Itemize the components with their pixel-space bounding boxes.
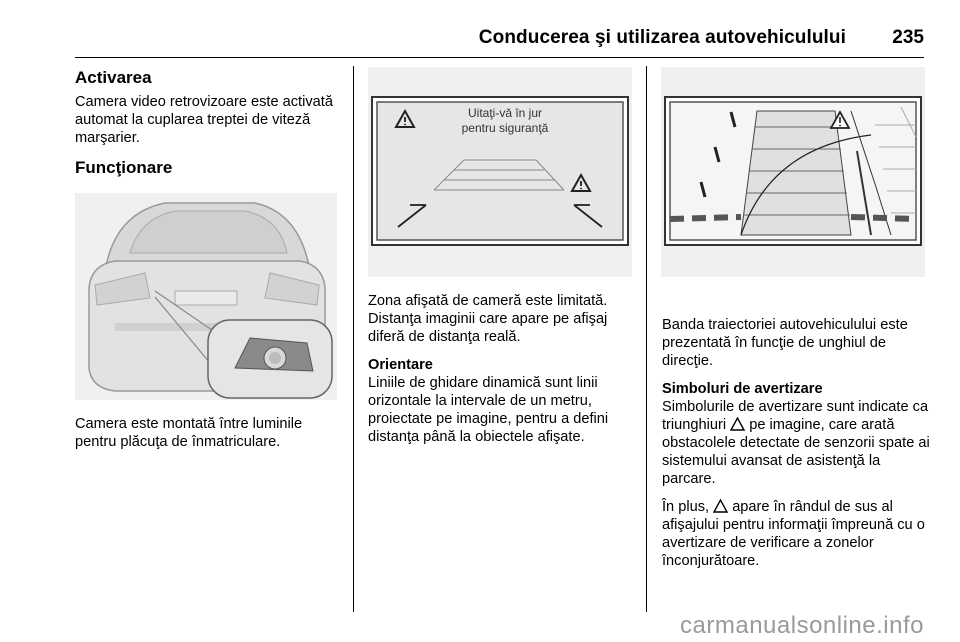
right-column bbox=[662, 316, 932, 580]
left-column-caption bbox=[75, 415, 345, 461]
heading-function: Funcţionare bbox=[75, 158, 173, 177]
warning-paragraph bbox=[662, 398, 932, 488]
warning-triangle-icon bbox=[713, 499, 728, 513]
car-rear-camera-icon bbox=[75, 193, 337, 400]
trajectory-display-illustration bbox=[661, 67, 925, 277]
column-divider-right bbox=[646, 66, 647, 612]
also-text-before: În plus, bbox=[662, 499, 710, 515]
left-column bbox=[75, 67, 345, 183]
column-divider-left bbox=[353, 66, 354, 612]
heading-activation: Activarea bbox=[75, 68, 152, 87]
camera-display-illustration bbox=[368, 67, 632, 277]
trajectory-display-icon bbox=[661, 67, 925, 277]
also-paragraph bbox=[662, 498, 932, 570]
camera-mount-text: Camera este montată între luminile pentru plăcuţa de înmatriculare. bbox=[75, 416, 303, 450]
heading-orientation: Orientare bbox=[368, 357, 433, 373]
camera-display-icon bbox=[368, 67, 632, 277]
display-message-line2: pentru siguranţă bbox=[461, 121, 549, 135]
warning-text-after: pe imagine, care arată obstacolele detectate de senzorii spate ai sistemului avansat de asistenţă la parcare. bbox=[662, 417, 930, 487]
orientation-text: Liniile de ghidare dinamică sunt linii orizontale la intervale de un metru, proiectate pe imagine, pentru a defini distanţa până la obiectele afişate. bbox=[368, 375, 609, 445]
display-message bbox=[440, 106, 570, 136]
warning-triangle-icon bbox=[730, 417, 745, 431]
also-text-after: apare în rândul de sus al afişajului pentru informaţii împreună cu o avertizare de verificare a zonelor înconjurătoare. bbox=[662, 499, 925, 569]
area-text: Zona afişată de cameră este limitată. Distanţa imaginii care apare pe afişaj diferă de distanţa reală. bbox=[368, 293, 608, 345]
page-title: Conducerea şi utilizarea autovehiculului bbox=[478, 27, 846, 48]
display-message-line1: Uitaţi-vă în jur bbox=[467, 106, 543, 120]
rear-camera-illustration bbox=[75, 193, 337, 400]
watermark: carmanualsonline.info bbox=[680, 612, 924, 639]
page-number: 235 bbox=[892, 27, 924, 48]
page-header bbox=[75, 27, 924, 58]
activation-text: Camera video retrovizoare este activată automat la cuplarea treptei de viteză marşarier. bbox=[75, 94, 333, 146]
warning-text-before: Simbolurile de avertizare sunt indicate ca triunghiuri bbox=[662, 399, 929, 433]
trajectory-text: Banda traiectoriei autovehiculului este prezentată în funcţie de unghiul de direcţie. bbox=[662, 317, 908, 369]
heading-warning-symbols: Simboluri de avertizare bbox=[662, 381, 823, 397]
middle-column bbox=[368, 292, 640, 456]
